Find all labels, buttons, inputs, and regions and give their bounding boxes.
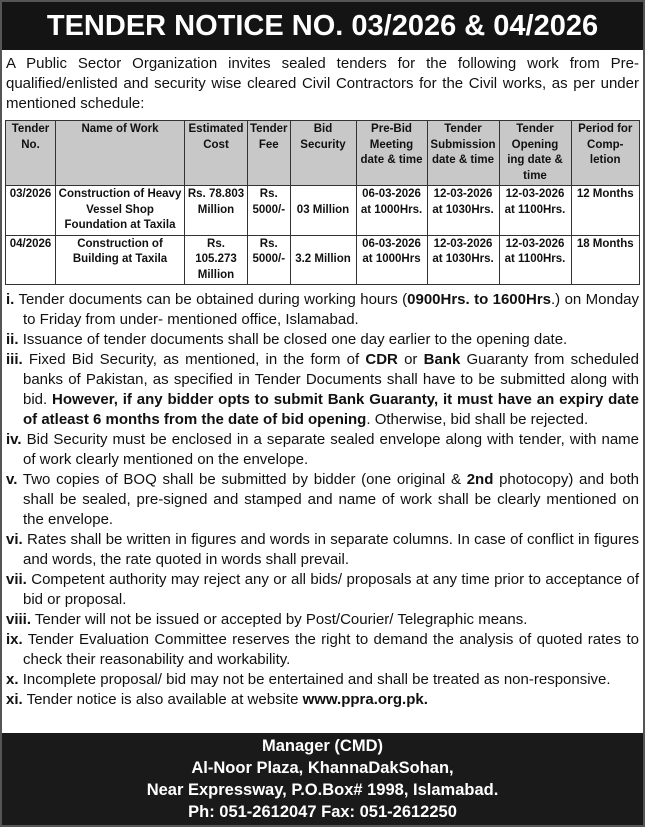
- cell: 03/2026: [6, 186, 56, 236]
- text: Competent authority may reject any or all bids/ proposals at any time prior to acceptance of bid or proposal.: [23, 571, 639, 608]
- notice-title: TENDER NOTICE NO. 03/2026 & 04/2026: [2, 2, 643, 50]
- contact-address-2: Near Expressway, P.O.Box# 1998, Islamabad.: [146, 781, 499, 799]
- item-number: xi.: [6, 691, 23, 708]
- item-number: vii.: [6, 571, 27, 588]
- cell: 04/2026: [6, 235, 56, 285]
- cell: 03 Million: [290, 186, 356, 236]
- item-number: v.: [6, 471, 18, 488]
- term-item: [6, 570, 639, 610]
- cell: Construction of Building at Taxila: [56, 235, 185, 285]
- text: Tender Evaluation Committee reserves the right to demand the analysis of quoted rates to check their reasonability and workability.: [23, 631, 639, 668]
- text: .) on Monday to Friday from under- mentioned office, Islamabad.: [23, 291, 640, 328]
- col-pre-bid: Pre-Bid Meeting date & time: [356, 121, 427, 186]
- col-estimated-cost: Estimated Cost: [185, 121, 248, 186]
- col-tender-no: Tender No.: [6, 121, 56, 186]
- cell: 12-03-2026 at 1030Hrs.: [427, 235, 499, 285]
- text: Rates shall be written in figures and words in separate columns. In case of conflict in figures and words, the rate quoted in words shall prevail.: [23, 531, 639, 568]
- text: or: [397, 351, 424, 368]
- term-item: [6, 290, 639, 330]
- cell: 3.2 Million: [290, 235, 356, 285]
- term-item: [6, 430, 639, 470]
- contact-address-1: Al-Noor Plaza, KhannaDakSohan,: [191, 759, 454, 777]
- term-item: [6, 610, 639, 630]
- website-link[interactable]: www.ppra.org.pk.: [302, 691, 428, 708]
- contact-title: Manager (CMD): [261, 737, 383, 755]
- cell: Construction of Heavy Vessel Shop Foundation at Taxila: [56, 186, 185, 236]
- text-bold: Bank: [423, 351, 461, 368]
- item-number: ix.: [6, 631, 23, 648]
- col-opening: Tender Opening ing date & time: [499, 121, 571, 186]
- term-item: [6, 330, 639, 350]
- terms-list: [2, 285, 643, 710]
- contact-footer: [2, 733, 643, 825]
- item-number: ii.: [6, 331, 19, 348]
- text: Guaranty from scheduled banks of Pakistan, as specified in Tender Documents shall have to be submitted along with bid.: [23, 351, 639, 408]
- text: photocopy) and both shall be sealed, pre-signed and stamped and name of work shall be clearly mentioned on the envelope.: [23, 471, 639, 528]
- contact-phone-fax: Ph: 051-2612047 Fax: 051-2612250: [188, 803, 457, 821]
- text: Bid Security must be enclosed in a separate sealed envelope along with tender, with name of work clearly mentioned on the envelope.: [23, 431, 639, 468]
- cell: 06-03-2026 at 1000Hrs.: [356, 186, 427, 236]
- table-row: [6, 235, 640, 285]
- text: Tender notice is also available at website: [26, 691, 303, 708]
- cell: Rs. 105.273 Million: [185, 235, 248, 285]
- cell: 06-03-2026 at 1000Hrs: [356, 235, 427, 285]
- term-item: [6, 670, 639, 690]
- cell: 12-03-2026 at 1030Hrs.: [427, 186, 499, 236]
- cell: 12-03-2026 at 1100Hrs.: [499, 186, 571, 236]
- item-number: iii.: [6, 351, 23, 368]
- cell: 12-03-2026 at 1100Hrs.: [499, 235, 571, 285]
- cell: Rs. 5000/-: [248, 186, 291, 236]
- text: Fixed Bid Security, as mentioned, in the form of: [28, 351, 366, 368]
- item-number: iv.: [6, 431, 22, 448]
- text: Tender documents can be obtained during working hours (: [18, 291, 408, 308]
- text-bold: 0900Hrs. to 1600Hrs: [407, 291, 552, 308]
- item-number: vi.: [6, 531, 23, 548]
- text: Two copies of BOQ shall be submitted by bidder (one original &: [22, 471, 467, 488]
- col-period: Period for Comp- letion: [571, 121, 640, 186]
- tender-schedule-table: [5, 120, 640, 285]
- text: . Otherwise, bid shall be rejected.: [366, 411, 589, 428]
- term-item: [6, 530, 639, 570]
- cell: 18 Months: [571, 235, 640, 285]
- col-name-of-work: Name of Work: [56, 121, 185, 186]
- term-item: [6, 690, 639, 710]
- table-header-row: [6, 121, 640, 186]
- text-bold: 2nd: [466, 471, 494, 488]
- item-number: i.: [6, 291, 15, 308]
- term-item: [6, 470, 639, 530]
- cell: Rs. 5000/-: [248, 235, 291, 285]
- intro-paragraph: A Public Sector Organization invites sealed tenders for the following work from Pre-qualified/enlisted and security wise cleared Civil Contractors for the Civil works, as per under mentioned schedule:: [6, 55, 639, 112]
- text: Issuance of tender documents shall be closed one day earlier to the opening date.: [22, 331, 568, 348]
- text: Tender will not be issued or accepted by Post/Courier/ Telegraphic means.: [34, 611, 528, 628]
- term-item: [6, 350, 639, 430]
- col-tender-fee: Tender Fee: [248, 121, 291, 186]
- text-bold: CDR: [365, 351, 398, 368]
- text-bold: However, if any bidder opts to submit Bank Guaranty, it must have an expiry date of atleast 6 months from the date of bid opening: [23, 391, 639, 428]
- cell: Rs. 78.803 Million: [185, 186, 248, 236]
- text: Incomplete proposal/ bid may not be entertained and shall be treated as non-responsive.: [22, 671, 611, 688]
- cell: 12 Months: [571, 186, 640, 236]
- item-number: viii.: [6, 611, 32, 628]
- col-submission: Tender Submission date & time: [427, 121, 499, 186]
- item-number: x.: [6, 671, 19, 688]
- table-row: [6, 186, 640, 236]
- col-bid-security: Bid Security: [290, 121, 356, 186]
- term-item: [6, 630, 639, 670]
